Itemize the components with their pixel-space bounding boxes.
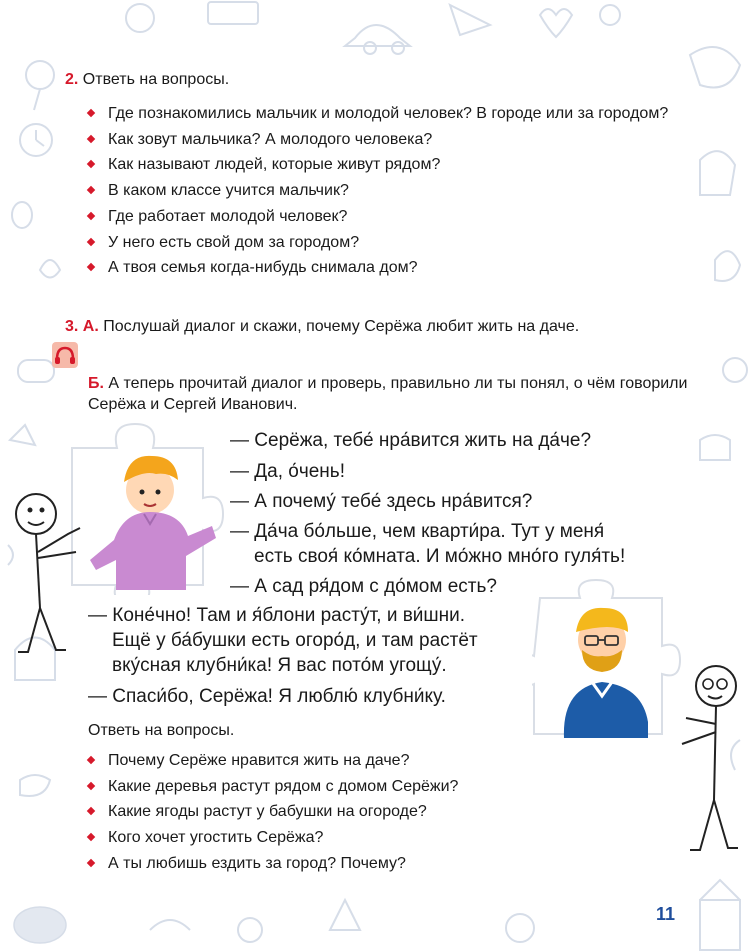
task3-a-text: Послушай диалог и скажи, почему Серёжа любит жить на даче. [103,318,580,335]
bullet-icon [87,263,95,271]
bullet-icon [87,160,95,168]
list-item: Кого хочет угостить Серёжа? [84,827,684,850]
dialog-line: — А почему́ тебе́ здесь нра́вится? [230,491,533,512]
bullet-icon [87,756,95,764]
dialog-line: — Да́ча бо́льше, чем кварти́ра. Тут у меня́ [230,521,605,542]
task2-title: Ответь на вопросы. [82,71,230,88]
dialog-line: есть своя́ ко́мната. И мо́жно мно́го гуля́ть! [254,546,626,567]
after-dialog-title: Ответь на вопросы. [88,722,235,739]
list-item: Почему Серёже нравится жить на даче? [84,750,684,773]
bullet-icon [87,186,95,194]
audio-icon[interactable] [52,342,78,368]
page-number: 11 [656,904,676,924]
dialog-line: вку́сная клубни́ка! Я вас пото́м угощу́. [112,655,447,676]
dialog-line: Ещё у ба́бушки есть огоро́д, и там растёт [112,630,478,651]
stick-figure-icon [676,660,750,860]
task3-a-label: А. [82,318,99,335]
task3-b-label: Б. [88,375,104,392]
list-item: Какие деревья растут рядом с домом Серёжи? [84,776,684,799]
list-item: Как называют людей, которые живут рядом? [84,154,684,177]
bullet-icon [87,109,95,117]
list-item: Где работает молодой человек? [84,206,684,229]
dialog-line: — Серёжа, тебе́ нра́вится жить на да́че? [230,430,592,451]
bullet-icon [87,807,95,815]
dialog-line: — Спаси́бо, Серёжа! Я люблю́ клубни́ку. [88,686,446,707]
list-item: В каком классе учится мальчик? [84,180,684,203]
list-item: А ты любишь ездить за город? Почему? [84,853,684,876]
bullet-icon [87,212,95,220]
bullet-icon [87,134,95,142]
task2-questions [84,103,684,283]
task3-b-text: А теперь прочитай диалог и проверь, правильно ли ты понял, о чём говорили Серёжа и Сергей Иванович. [88,375,688,413]
list-item: Как зовут мальчика? А молодого человека? [84,129,684,152]
task3-number: 3. [65,318,79,335]
dialog-line: — А сад ря́дом с до́мом есть? [230,576,497,597]
task2-heading [65,71,229,89]
man-puzzle-illustration [532,578,682,743]
dialog-line: — Да, о́чень! [230,461,345,482]
dialog-line: — Коне́чно! Там и я́блони расту́т, и ви́шни. [88,605,466,626]
list-item: Какие ягоды растут у бабушки на огороде? [84,801,684,824]
bullet-icon [87,781,95,789]
after-dialog-questions [84,750,684,879]
list-item: Где познакомились мальчик и молодой человек? В городе или за городом? [84,103,684,126]
bullet-icon [87,859,95,867]
task2-number: 2. [65,71,79,88]
bullet-icon [87,833,95,841]
stick-figure-icon [8,488,88,658]
task3a [65,318,579,336]
list-item: У него есть свой дом за городом? [84,232,684,255]
bullet-icon [87,237,95,245]
list-item: А твоя семья когда-нибудь снимала дом? [84,257,684,280]
task3b [88,374,688,416]
